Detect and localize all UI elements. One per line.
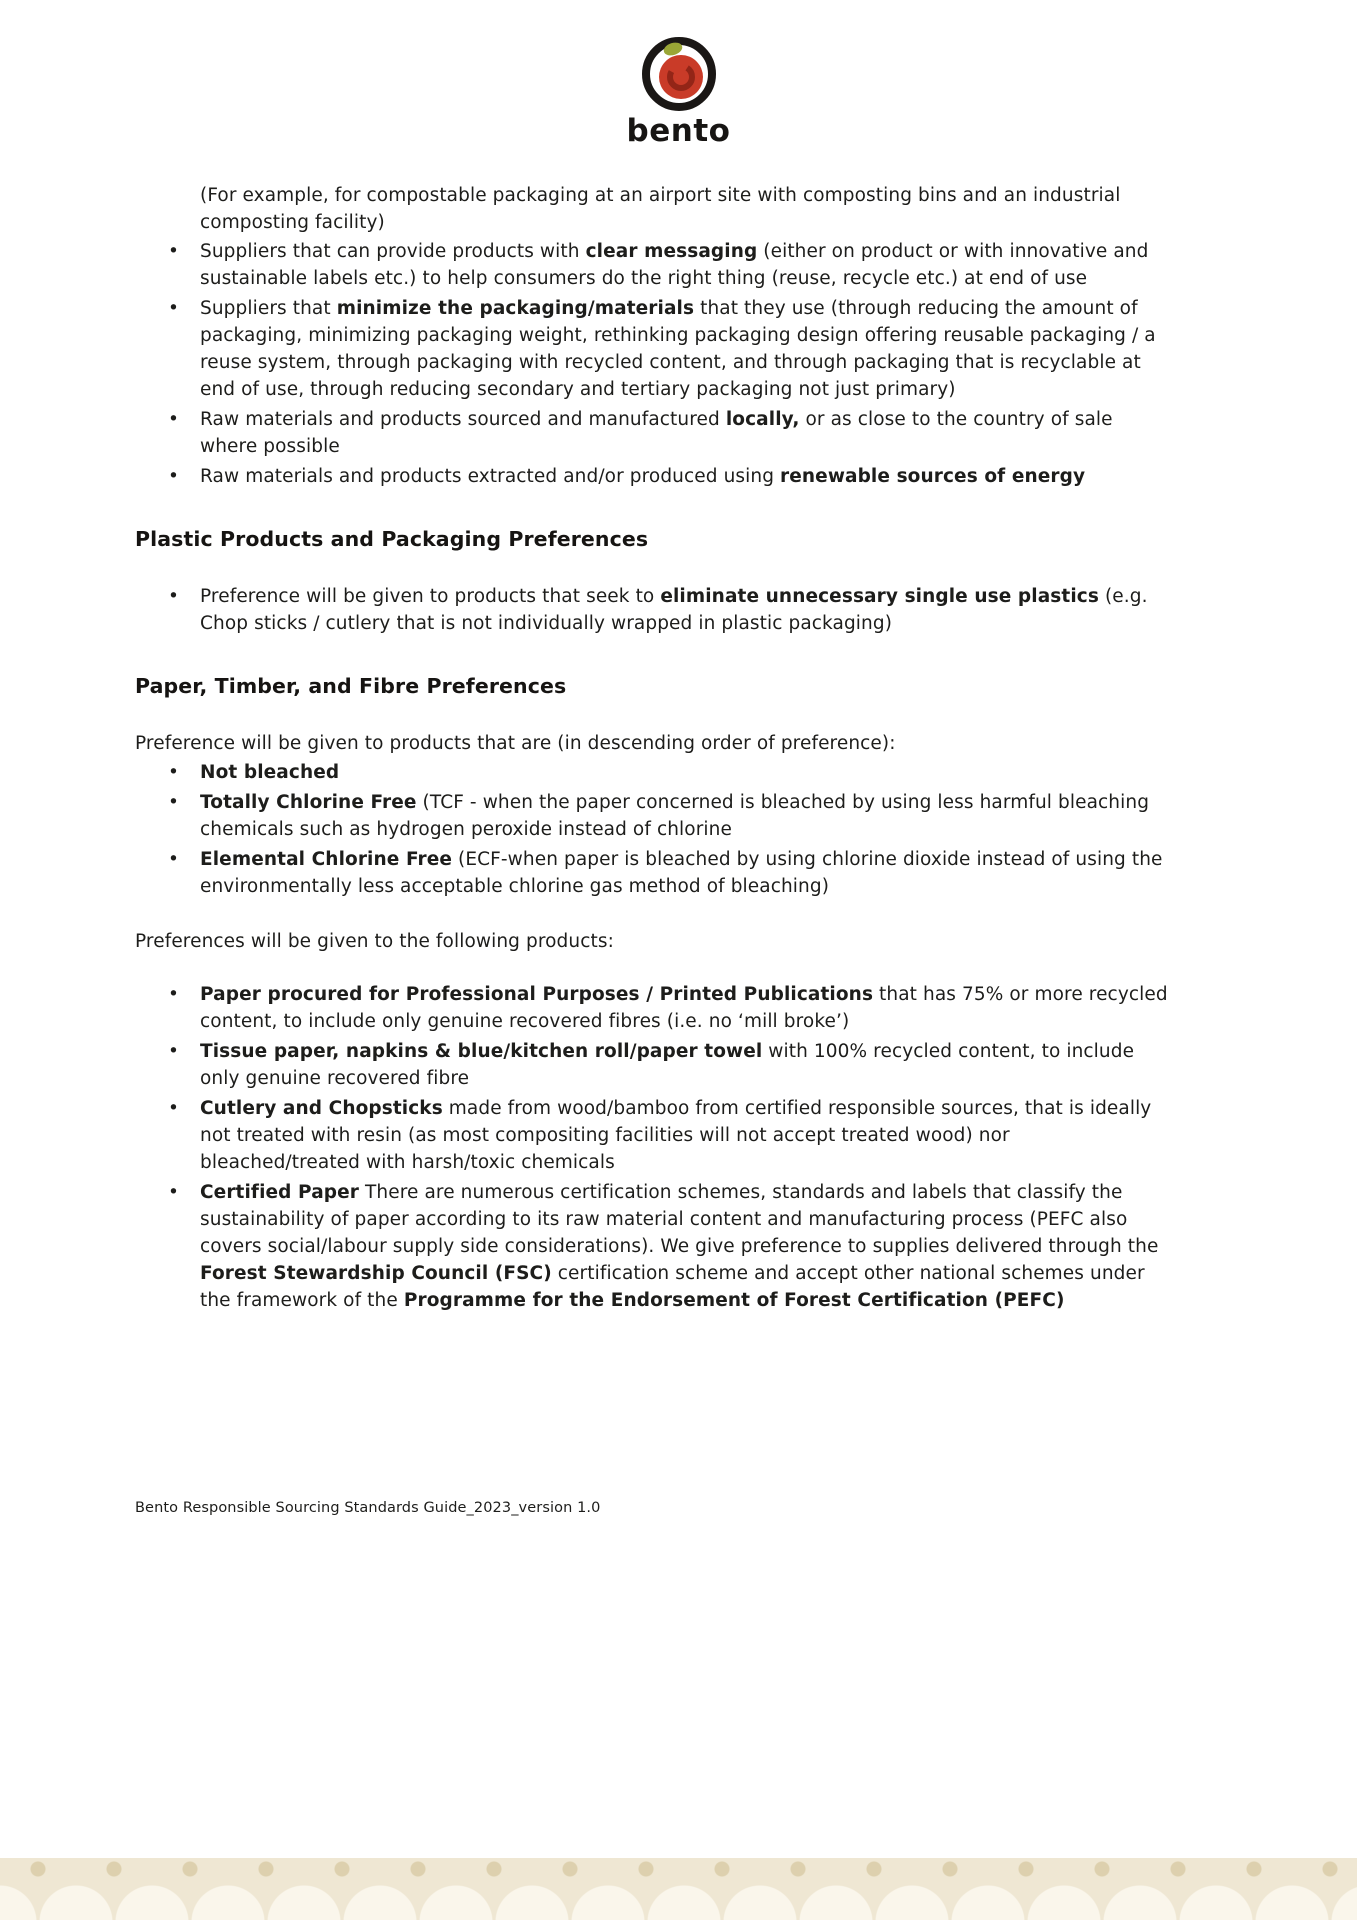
text-segment: (e.g. Chop sticks / cutlery that is not individually wrapped in plastic packaging) — [200, 586, 1148, 634]
text-segment: There are numerous certification schemes, standards and labels that classify the sustainability of paper according to its raw material content and manufacturing process (PEFC also covers social/labour supply side considerations). We give preference to supplies delivered through the — [200, 1182, 1159, 1257]
bullet-item — [135, 406, 1175, 460]
paragraph — [135, 928, 1175, 955]
bullet-item — [135, 846, 1175, 900]
text-segment: Suppliers that — [200, 298, 337, 319]
bold-text-segment: locally, — [725, 409, 800, 430]
text-segment: Suppliers that can provide products with — [200, 241, 586, 262]
bold-text-segment: Cutlery and Chopsticks — [200, 1098, 443, 1119]
bullet-list — [135, 583, 1175, 637]
text-segment: (For example, for compostable packaging at an airport site with composting bins and an industrial composting facility) — [200, 185, 1121, 233]
bold-text-segment: Forest Stewardship Council (FSC) — [200, 1263, 552, 1284]
brand-name: bento — [626, 113, 731, 149]
footer-text: Bento Responsible Sourcing Standards Guide_2023_version 1.0 — [135, 1500, 601, 1516]
text-segment: or as close to the country of sale where possible — [200, 409, 1113, 457]
continuation-text — [200, 182, 1175, 236]
bento-logo-icon — [633, 34, 725, 112]
bullet-item — [135, 1038, 1175, 1092]
bullet-item — [135, 1095, 1175, 1176]
section-heading: Plastic Products and Packaging Preferences — [135, 527, 649, 551]
text-segment: (ECF-when paper is bleached by using chlorine dioxide instead of using the environmentally less acceptable chlorine gas method of bleaching) — [200, 849, 1163, 897]
bullet-item — [135, 1179, 1175, 1314]
text-segment: Preference will be given to products that seek to — [200, 586, 661, 607]
text-segment: (either on product or with innovative and sustainable labels etc.) to help consumers do the right thing (reuse, recycle etc.) at end of use — [200, 241, 1149, 289]
document-body — [135, 182, 1175, 1317]
text-segment: (TCF - when the paper concerned is bleached by using less harmful bleaching chemicals such as hydrogen peroxide instead of chlorine — [200, 792, 1150, 840]
bold-text-segment: Tissue paper, napkins & blue/kitchen roll/paper towel — [200, 1041, 763, 1062]
bullet-item — [135, 759, 1175, 786]
bullet-item — [135, 238, 1175, 292]
text-segment: made from wood/bamboo from certified responsible sources, that is ideally not treated with resin (as most compositing facilities will not accept treated wood) nor bleached/treated with harsh/toxic chemicals — [200, 1098, 1152, 1173]
bold-text-segment: clear messaging — [585, 241, 758, 262]
bullet-item — [135, 463, 1175, 490]
bold-text-segment: Elemental Chlorine Free — [200, 849, 453, 870]
bullet-item — [135, 295, 1175, 403]
text-segment: Raw materials and products sourced and manufactured — [200, 409, 726, 430]
bold-text-segment: Certified Paper — [200, 1182, 360, 1203]
text-segment: Preference will be given to products that are (in descending order of preference): — [135, 733, 896, 754]
bold-text-segment: Programme for the Endorsement of Forest Certification (PEFC) — [403, 1290, 1065, 1311]
text-segment: that has 75% or more recycled content, to include only genuine recovered fibres (i.e. no ‘mill broke’) — [200, 984, 1168, 1032]
bold-text-segment: Not bleached — [200, 762, 340, 783]
bold-text-segment: Totally Chlorine Free — [200, 792, 417, 813]
text-segment: certification scheme and accept other national schemes under the framework of the — [200, 1263, 1145, 1311]
section-heading: Paper, Timber, and Fibre Preferences — [135, 674, 567, 698]
text-segment: Raw materials and products extracted and/or produced using — [200, 466, 781, 487]
bullet-item — [135, 981, 1175, 1035]
bullet-list — [135, 981, 1175, 1314]
paragraph — [135, 730, 1175, 757]
bullet-list — [135, 759, 1175, 900]
bullet-item — [135, 789, 1175, 843]
decorative-border — [0, 1858, 1357, 1920]
bullet-item — [135, 583, 1175, 637]
bold-text-segment: eliminate unnecessary single use plastics — [660, 586, 1099, 607]
text-segment: that they use (through reducing the amount of packaging, minimizing packaging weight, rethinking packaging design offering reusable packaging / a reuse system, through packaging with recycled content, and through packaging that is recyclable at end of use, through reducing secondary and tertiary packaging not just primary) — [200, 298, 1156, 400]
bullet-list — [135, 238, 1175, 490]
bold-text-segment: renewable sources of energy — [780, 466, 1086, 487]
text-segment: with 100% recycled content, to include only genuine recovered fibre — [200, 1041, 1135, 1089]
logo — [0, 34, 1357, 149]
bold-text-segment: Paper procured for Professional Purposes / Printed Publications — [200, 984, 874, 1005]
text-segment: Preferences will be given to the following products: — [135, 931, 614, 952]
bold-text-segment: minimize the packaging/materials — [336, 298, 695, 319]
